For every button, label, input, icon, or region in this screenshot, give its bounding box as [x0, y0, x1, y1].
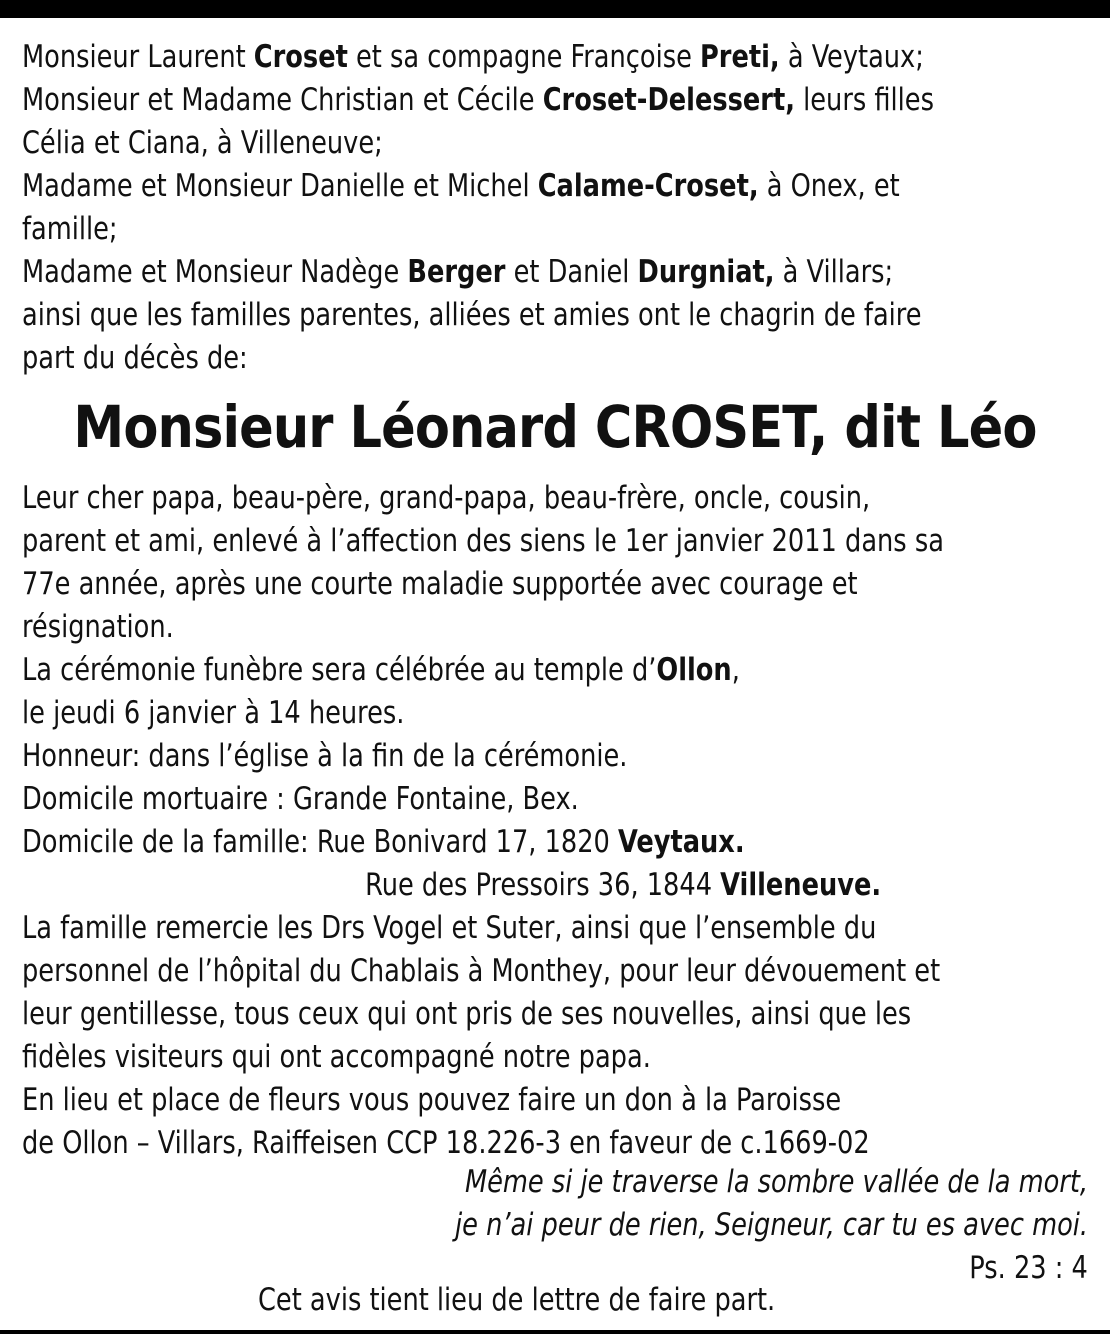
announcer-surname: Durgniat, [637, 254, 775, 290]
announcer-surname: Calame-Croset, [537, 168, 759, 204]
announcer-text: part du décès de: [22, 340, 248, 376]
domicile-famille-text: Rue des Pressoirs 36, 1844 [365, 867, 721, 903]
announcer-text: Madame et Monsieur Nadège [22, 254, 408, 290]
announcer-text: Madame et Monsieur Danielle et Michel [22, 168, 538, 204]
announcer-text: à Onex, et [758, 168, 900, 204]
quote-reference: Ps. 23 : 4 [969, 1250, 1088, 1286]
announcer-text: Monsieur et Madame Christian et Cécile [22, 82, 543, 118]
announcer-text: à Veytaux; [779, 39, 924, 75]
domicile-famille-line [22, 821, 1092, 864]
announcer-surname: Preti, [700, 39, 780, 75]
announcer-text: famille; [22, 211, 118, 247]
ceremony-place: Ollon [656, 652, 732, 688]
body-line: parent et ami, enlevé à l’affection des siens le 1er janvier 2011 dans sa [22, 523, 944, 559]
thanks-line: leur gentillesse, tous ceux qui ont pris de ses nouvelles, ainsi que les [22, 996, 912, 1032]
domicile-famille-city: Veytaux. [618, 824, 745, 860]
announcer-text: Célia et Ciana, à Villeneuve; [22, 125, 383, 161]
thanks-line: fidèles visiteurs qui ont accompagné notre papa. [22, 1039, 651, 1075]
announcer-line [22, 294, 1092, 337]
announcer-surname: Croset [253, 39, 348, 75]
announcer-text: à Villars; [774, 254, 894, 290]
ceremony-line [22, 649, 1092, 692]
announcer-line [22, 208, 1092, 251]
quote-line: Même si je traverse la sombre vallée de la mort, [464, 1164, 1088, 1200]
top-border-rule [0, 0, 1110, 18]
announcer-surname: Croset-Delessert, [542, 82, 795, 118]
body-line: résignation. [22, 609, 174, 645]
announcer-text: et sa compagne Françoise [347, 39, 701, 75]
bible-quote [455, 1161, 1088, 1247]
footer-note: Cet avis tient lieu de lettre de faire part. [258, 1282, 776, 1318]
domicile-famille-city: Villeneuve. [720, 867, 882, 903]
announcer-text: Monsieur Laurent [22, 39, 254, 75]
deceased-name-heading: Monsieur Léonard CROSET, dit Léo [73, 393, 1037, 461]
domicile-famille-line-2 [22, 864, 1092, 907]
donation-line: de Ollon – Villars, Raiffeisen CCP 18.226-3 en faveur de c.1669-02 [22, 1125, 870, 1161]
announcer-line [22, 79, 1092, 122]
announcer-line [22, 122, 1092, 165]
domicile-mortuaire: Domicile mortuaire : Grande Fontaine, Bex. [22, 781, 579, 817]
quote-line: je n’ai peur de rien, Seigneur, car tu es avec moi. [454, 1207, 1088, 1243]
honneur-line: Honneur: dans l’église à la fin de la cérémonie. [22, 738, 628, 774]
ceremony-date: le jeudi 6 janvier à 14 heures. [22, 695, 405, 731]
announcer-line [22, 251, 1092, 294]
ceremony-text: La cérémonie funèbre sera célébrée au temple d’ [22, 652, 657, 688]
donation-line: En lieu et place de fleurs vous pouvez faire un don à la Paroisse [22, 1082, 842, 1118]
announcer-surname: Berger [407, 254, 506, 290]
announcers-block [22, 36, 1092, 380]
thanks-line: personnel de l’hôpital du Chablais à Monthey, pour leur dévouement et [22, 953, 941, 989]
announcer-text: ainsi que les familles parentes, alliées et amies ont le chagrin de faire [22, 297, 922, 333]
announcer-text: leurs filles [794, 82, 934, 118]
notice-body [22, 477, 1092, 1165]
body-line: Leur cher papa, beau-père, grand-papa, beau-frère, oncle, cousin, [22, 480, 871, 516]
announcer-text: et Daniel [505, 254, 638, 290]
announcer-line [22, 165, 1092, 208]
domicile-famille-text: Domicile de la famille: Rue Bonivard 17, 1820 [22, 824, 619, 860]
body-line: 77e année, après une courte maladie supportée avec courage et [22, 566, 858, 602]
thanks-line: La famille remercie les Drs Vogel et Suter, ainsi que l’ensemble du [22, 910, 877, 946]
announcer-line [22, 36, 1092, 79]
bottom-border-rule [0, 1330, 1110, 1334]
ceremony-text: , [731, 652, 740, 688]
announcer-line [22, 337, 1092, 380]
